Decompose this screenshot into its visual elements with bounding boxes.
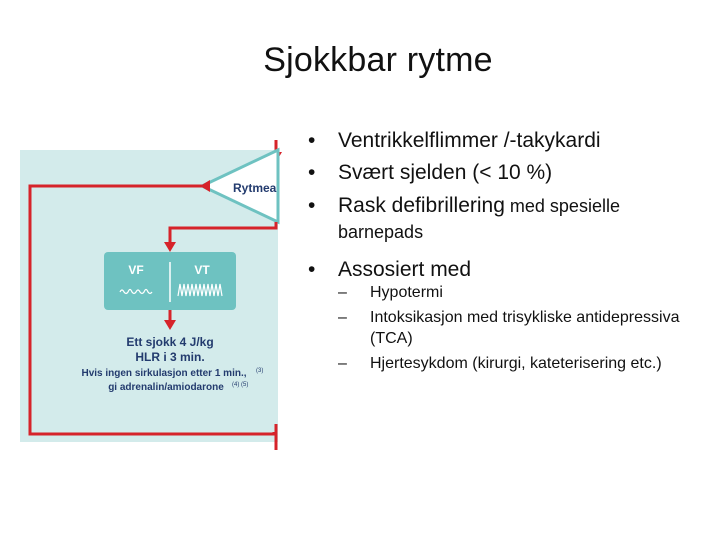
bullet-1: • Ventrikkelflimmer /-takykardi <box>300 128 710 154</box>
shock-text-3: Hvis ingen sirkulasjon etter 1 min., <box>81 368 247 379</box>
bullet-4 <box>300 257 710 374</box>
vf-label: VF <box>128 263 144 277</box>
shock-text-4: gi adrenalin/amiodarone <box>108 382 224 393</box>
bullet-3-small: med spesielle barnepads <box>338 195 620 242</box>
bullet-3 <box>300 193 710 246</box>
sub-bullet-list <box>338 283 710 374</box>
slide-title: Sjokkbar rytme <box>263 40 493 79</box>
sub-bullet-3: – Hjertesykdom (kirurgi, kateterisering etc.) <box>338 354 710 375</box>
bullet-2: • Svært sjelden (< 10 %) <box>300 160 710 186</box>
shock-text-1: Ett sjokk 4 J/kg <box>126 335 214 349</box>
shock-ref-4: (4) (5) <box>232 382 249 388</box>
bullet-4-label: Assosiert med <box>338 258 472 281</box>
bullet-3-main: Rask defibrillering <box>338 193 505 217</box>
shock-ref-3: (3) <box>256 368 264 374</box>
sub-bullet-2: – Intoksikasjon med trisykliske antidepressiva (TCA) <box>338 308 710 350</box>
algorithm-figure <box>20 140 282 452</box>
sub-bullet-1: – Hypotermi <box>338 283 710 304</box>
bullet-list <box>300 128 710 380</box>
algorithm-diagram <box>20 140 282 452</box>
rhythm-label: Rytmea <box>233 181 277 195</box>
vt-label: VT <box>194 263 210 277</box>
shock-text-2: HLR i 3 min. <box>135 350 205 364</box>
